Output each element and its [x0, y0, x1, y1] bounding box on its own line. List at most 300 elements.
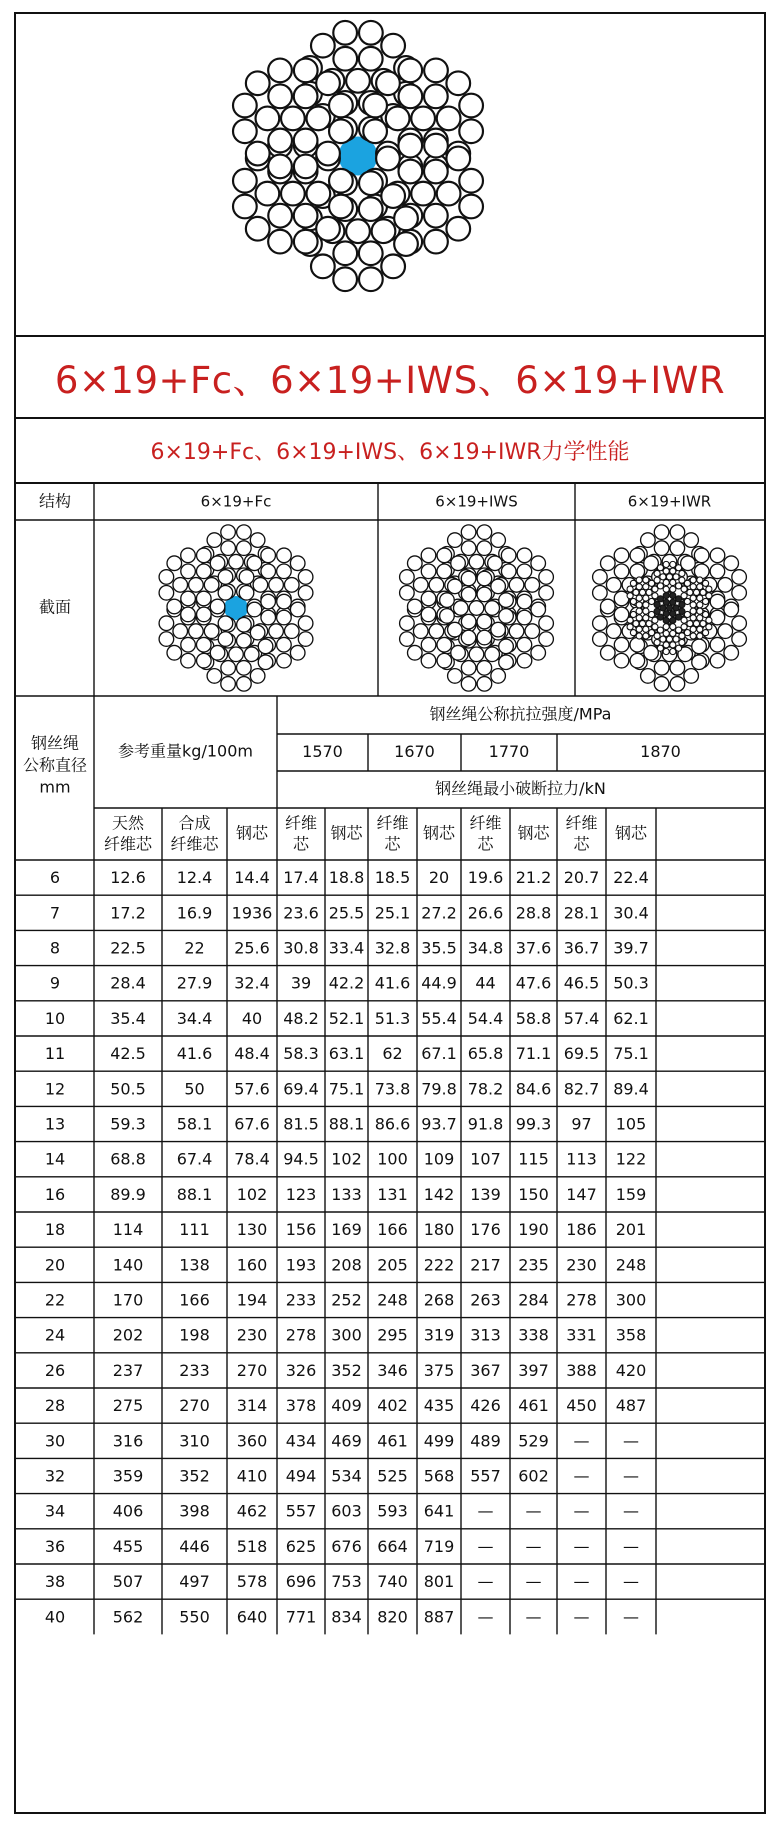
table-cell: 455 [112, 1536, 144, 1556]
table-cell: 450 [566, 1396, 597, 1416]
table-cell: 34.4 [176, 1008, 213, 1028]
table-cell: 497 [179, 1572, 210, 1592]
table-cell: 426 [470, 1396, 501, 1416]
table-cell: 375 [423, 1360, 455, 1380]
table-cell: 268 [423, 1290, 455, 1310]
table-cell: 314 [236, 1396, 268, 1416]
sub-header: 纤维 [284, 813, 318, 833]
table-cell: 142 [423, 1184, 455, 1204]
table-cell: 23.6 [283, 903, 319, 923]
table-cell: 235 [518, 1255, 549, 1275]
rope-cross-section-fc-icon [16, 14, 764, 335]
table-cell: 50.5 [110, 1079, 146, 1099]
table-cell: 359 [112, 1466, 144, 1486]
table-cell: 176 [470, 1220, 501, 1240]
table-cell: 16.9 [176, 903, 213, 923]
diameter-cell: 28 [44, 1396, 66, 1416]
table-cell: 278 [285, 1325, 317, 1345]
table-cell: 217 [470, 1255, 501, 1275]
table-cell: 35.5 [421, 938, 457, 958]
table-cell: 420 [615, 1360, 647, 1380]
table-cell: 201 [615, 1220, 647, 1240]
grade-label: 1770 [488, 742, 530, 761]
table-cell: 42.2 [328, 973, 365, 993]
table-cell: 133 [331, 1184, 362, 1204]
table-cell: — [573, 1572, 590, 1592]
table-cell: 625 [285, 1536, 317, 1556]
table-cell: 71.1 [515, 1044, 552, 1064]
table-cell: — [573, 1536, 590, 1556]
table-cell: 102 [331, 1149, 362, 1169]
table-cell: 834 [331, 1607, 362, 1627]
table-cell: 89.9 [110, 1184, 146, 1204]
table-cell: 300 [331, 1325, 362, 1345]
table-cell: 131 [377, 1184, 408, 1204]
table-cell: — [623, 1607, 639, 1627]
table-cell: — [573, 1431, 590, 1451]
table-cell: 22.5 [110, 938, 146, 958]
table-cell: 489 [470, 1431, 501, 1451]
table-cell: 180 [423, 1220, 455, 1240]
table-cell: 67.6 [234, 1114, 270, 1134]
table-cell: 319 [423, 1325, 455, 1345]
table-cell: 557 [285, 1501, 317, 1521]
table-cell: 139 [470, 1184, 501, 1204]
table-cell: 105 [615, 1114, 647, 1134]
table-cell: 65.8 [467, 1044, 504, 1064]
table-cell: 82.7 [563, 1079, 600, 1099]
table-cell: 39 [290, 973, 312, 993]
table-cell: 51.3 [374, 1008, 411, 1028]
table-cell: 156 [285, 1220, 317, 1240]
diameter-header-line1: 钢丝绳 [30, 733, 80, 753]
table-cell: 78.4 [234, 1149, 270, 1169]
table-cell: 358 [615, 1325, 647, 1345]
table-cell: 360 [236, 1431, 268, 1451]
table-cell: — [573, 1607, 590, 1627]
table-cell: 603 [331, 1501, 362, 1521]
diameter-cell: 24 [44, 1325, 66, 1345]
table-cell: 410 [236, 1466, 268, 1486]
diameter-cell: 34 [44, 1501, 66, 1521]
sub-header: 钢芯 [330, 823, 363, 843]
table-cell: 50 [184, 1079, 205, 1099]
table-cell: 270 [236, 1360, 268, 1380]
table-cell: 316 [112, 1431, 144, 1451]
rope-section-iws-icon [400, 525, 554, 691]
diameter-cell: 30 [44, 1431, 66, 1451]
table-cell: 32.4 [234, 973, 270, 993]
table-cell: 40 [241, 1008, 263, 1028]
table-cell: — [525, 1607, 542, 1627]
table-cell: 159 [615, 1184, 647, 1204]
rope-section-fc-icon [159, 525, 313, 691]
table-cell: 252 [331, 1290, 362, 1310]
table-cell: — [525, 1536, 542, 1556]
table-cell: 67.4 [176, 1149, 213, 1169]
table-cell: 28.1 [563, 903, 600, 923]
table-cell: — [623, 1536, 639, 1556]
table-cell: 801 [423, 1572, 455, 1592]
sub-header: 天然 [111, 813, 145, 833]
table-cell: 696 [285, 1572, 317, 1592]
table-cell: 190 [518, 1220, 549, 1240]
section-label: 截面 [38, 597, 72, 617]
table-cell: 28.8 [515, 903, 552, 923]
table-cell: 398 [179, 1501, 210, 1521]
table-cell: 719 [423, 1536, 455, 1556]
table-cell: 58.3 [283, 1044, 319, 1064]
table-cell: 166 [377, 1220, 408, 1240]
table-cell: 525 [377, 1466, 408, 1486]
table-cell: 69.4 [283, 1079, 319, 1099]
table-cell: 326 [285, 1360, 317, 1380]
break-force-header: 钢丝绳最小破断拉力/kN [435, 779, 606, 798]
table-cell: 12.6 [110, 868, 146, 888]
table-cell: 887 [423, 1607, 455, 1627]
table-cell: 25.5 [328, 903, 365, 923]
sub-header: 纤维 [469, 813, 502, 833]
diameter-cell: 12 [44, 1079, 66, 1099]
diameter-cell: 6 [49, 868, 61, 888]
table-cell: 378 [285, 1396, 317, 1416]
diameter-header-line2: 公称直径 [22, 755, 88, 775]
table-cell: — [525, 1501, 542, 1521]
structure-name: 6×19+IWS [435, 492, 518, 511]
diameter-header-unit: mm [39, 777, 71, 797]
table-cell: 68.8 [110, 1149, 146, 1169]
table-cell: 35.4 [110, 1008, 146, 1028]
table-cell: 562 [112, 1607, 144, 1627]
table-cell: 278 [566, 1290, 597, 1310]
table-cell: 28.4 [110, 973, 146, 993]
title-band [16, 337, 764, 419]
table-cell: 44 [475, 973, 496, 993]
table-cell: 771 [285, 1607, 317, 1627]
table-cell: 54.4 [467, 1008, 504, 1028]
table-cell: 57.6 [234, 1079, 270, 1099]
table-cell: 26.6 [467, 903, 504, 923]
diameter-cell: 16 [44, 1184, 66, 1204]
table-cell: 406 [112, 1501, 144, 1521]
table-cell: 102 [236, 1184, 268, 1204]
table-cell: 55.4 [421, 1008, 457, 1028]
table-cell: — [477, 1536, 494, 1556]
table-cell: 109 [423, 1149, 455, 1169]
sub-header: 芯 [292, 834, 310, 854]
table-cell: 205 [377, 1255, 408, 1275]
table-cell: 150 [518, 1184, 549, 1204]
table-cell: — [573, 1466, 590, 1486]
table-cell: 81.5 [283, 1114, 319, 1134]
table-cell: 676 [331, 1536, 362, 1556]
table-cell: 641 [423, 1501, 455, 1521]
table-cell: 17.4 [283, 868, 319, 888]
table-cell: — [477, 1607, 494, 1627]
table-cell: 91.8 [467, 1114, 504, 1134]
table-cell: 352 [179, 1466, 210, 1486]
sub-header: 钢芯 [517, 823, 550, 843]
diameter-cell: 36 [44, 1536, 66, 1556]
table-cell: 130 [236, 1220, 268, 1240]
table-cell: 300 [615, 1290, 647, 1310]
table-cell: 160 [236, 1255, 268, 1275]
table-cell: 248 [615, 1255, 647, 1275]
diameter-cell: 18 [44, 1220, 66, 1240]
table-cell: 469 [331, 1431, 362, 1451]
table-cell: 284 [518, 1290, 549, 1310]
table-cell: 275 [112, 1396, 144, 1416]
table-cell: 640 [236, 1607, 268, 1627]
sub-header: 纤维 [565, 813, 598, 833]
sub-header: 芯 [384, 834, 401, 854]
table-cell: — [623, 1431, 639, 1451]
table-cell: 21.2 [515, 868, 552, 888]
table-cell: 42.5 [110, 1044, 146, 1064]
table-cell: 434 [285, 1431, 317, 1451]
diameter-cell: 22 [44, 1290, 66, 1310]
table-cell: 397 [518, 1360, 549, 1380]
table-cell: 100 [377, 1149, 408, 1169]
table-cell: 166 [179, 1290, 210, 1310]
table-cell: 25.1 [374, 903, 411, 923]
diameter-cell: 14 [44, 1149, 66, 1169]
table-cell: 20 [428, 868, 450, 888]
table-cell: 602 [518, 1466, 549, 1486]
table-cell: 237 [112, 1360, 144, 1380]
table-cell: — [477, 1572, 494, 1592]
grade-label: 1870 [640, 742, 681, 761]
table-cell: 194 [236, 1290, 268, 1310]
table-cell: 138 [179, 1255, 210, 1275]
strength-header: 钢丝绳公称抗拉强度/MPa [429, 704, 612, 724]
table-cell: 147 [566, 1184, 597, 1204]
table-cell: 22 [184, 938, 205, 958]
table-cell: 69.5 [563, 1044, 600, 1064]
page-frame [14, 12, 766, 1814]
table-cell: 48.4 [234, 1044, 270, 1064]
table-cell: 198 [179, 1325, 210, 1345]
table-cell: 461 [518, 1396, 549, 1416]
table-cell: 88.1 [176, 1184, 213, 1204]
table-cell: 664 [377, 1536, 408, 1556]
table-cell: 534 [331, 1466, 362, 1486]
table-cell: 140 [112, 1255, 144, 1275]
table-cell: 41.6 [374, 973, 411, 993]
table-cell: 97 [571, 1114, 592, 1134]
diameter-cell: 20 [44, 1255, 66, 1275]
table-cell: 310 [179, 1431, 210, 1451]
diameter-cell: 40 [44, 1607, 66, 1627]
table-cell: 30.8 [283, 938, 319, 958]
table-cell: 57.4 [563, 1008, 600, 1028]
table-cell: 169 [331, 1220, 362, 1240]
table-cell: 446 [179, 1536, 210, 1556]
table-cell: 44.9 [421, 973, 457, 993]
table-cell: 1936 [231, 903, 273, 923]
table-cell: 494 [285, 1466, 317, 1486]
table-cell: 331 [566, 1325, 597, 1345]
table-cell: 367 [470, 1360, 501, 1380]
table-cell: 47.6 [515, 973, 552, 993]
table-cell: — [623, 1572, 639, 1592]
table-cell: — [623, 1466, 639, 1486]
sub-header: 纤维芯 [103, 834, 153, 854]
diameter-cell: 10 [44, 1008, 66, 1028]
table-cell: 107 [470, 1149, 501, 1169]
diameter-cell: 11 [44, 1044, 66, 1064]
table-cell: 17.2 [110, 903, 146, 923]
sub-header: 芯 [573, 834, 590, 854]
table-cell: 753 [331, 1572, 362, 1592]
table-cell: 593 [377, 1501, 408, 1521]
sub-header: 钢芯 [422, 823, 456, 843]
table-cell: 39.7 [613, 938, 649, 958]
hero-rope-drawing [233, 21, 483, 291]
diameter-cell: 9 [49, 973, 61, 993]
table-cell: 578 [236, 1572, 268, 1592]
table-cell: 435 [423, 1396, 455, 1416]
table-cell: 32.8 [374, 938, 411, 958]
table-cell: — [477, 1501, 494, 1521]
table-cell: 84.6 [515, 1079, 552, 1099]
diameter-cell: 8 [49, 938, 61, 958]
table-cell: 233 [285, 1290, 317, 1310]
table-cell: 79.8 [421, 1079, 457, 1099]
sub-header: 纤维芯 [170, 834, 219, 854]
table-cell: 27.2 [421, 903, 457, 923]
sub-header: 纤维 [376, 813, 409, 833]
table-cell: 89.4 [613, 1079, 649, 1099]
table-cell: 18.5 [374, 868, 411, 888]
table-cell: 88.1 [328, 1114, 365, 1134]
diameter-cell: 13 [44, 1114, 66, 1134]
table-cell: 111 [179, 1220, 210, 1240]
sub-header: 钢芯 [614, 823, 648, 843]
table-cell: 114 [112, 1220, 144, 1240]
table-cell: 94.5 [283, 1149, 319, 1169]
table-cell: 12.4 [176, 868, 213, 888]
table-cell: 36.7 [563, 938, 600, 958]
hero-panel [16, 14, 764, 337]
table-cell: 115 [518, 1149, 549, 1169]
table-cell: 34.8 [467, 938, 504, 958]
rope-section-iwr-icon [593, 525, 747, 691]
table-cell: 230 [566, 1255, 597, 1275]
subtitle-band [16, 419, 764, 484]
structure-name: 6×19+Fc [200, 492, 272, 511]
table-cell: 73.8 [374, 1079, 411, 1099]
grade-label: 1670 [394, 742, 435, 761]
table-cell: 33.4 [328, 938, 365, 958]
table-cell: 50.3 [613, 973, 649, 993]
table-cell: 550 [179, 1607, 210, 1627]
table-cell: 75.1 [328, 1079, 365, 1099]
table-cell: 62.1 [613, 1008, 649, 1028]
table-cell: 41.6 [176, 1044, 213, 1064]
table-cell: 233 [179, 1360, 210, 1380]
table-cell: 67.1 [421, 1044, 457, 1064]
table-cell: 461 [377, 1431, 408, 1451]
table-cell: 529 [518, 1431, 549, 1451]
table-cell: 30.4 [613, 903, 649, 923]
table-cell: 313 [470, 1325, 501, 1345]
sub-header: 合成 [178, 813, 211, 833]
table-cell: 25.6 [234, 938, 270, 958]
table-cell: — [623, 1501, 639, 1521]
table-cell: 123 [285, 1184, 317, 1204]
diameter-cell: 32 [44, 1466, 66, 1486]
table-cell: 295 [377, 1325, 408, 1345]
table-cell: 507 [112, 1572, 144, 1592]
table-cell: 202 [112, 1325, 144, 1345]
table-cell: 352 [331, 1360, 362, 1380]
table-cell: 86.6 [374, 1114, 411, 1134]
table-cell: 568 [423, 1466, 455, 1486]
table-cell: 170 [112, 1290, 144, 1310]
table-cell: 248 [377, 1290, 408, 1310]
table-cell: 75.1 [613, 1044, 649, 1064]
table-cell: 186 [566, 1220, 597, 1240]
weight-header: 参考重量kg/100m [118, 741, 253, 761]
table-cell: 78.2 [467, 1079, 504, 1099]
table-cell: 518 [236, 1536, 268, 1556]
table-cell: 820 [377, 1607, 408, 1627]
table-cell: 62 [382, 1044, 403, 1064]
structure-name: 6×19+IWR [627, 492, 712, 511]
table-cell: — [573, 1501, 590, 1521]
diameter-cell: 26 [44, 1360, 66, 1380]
table-cell: 270 [179, 1396, 210, 1416]
table-cell: 338 [518, 1325, 549, 1345]
table-cell: 58.8 [515, 1008, 552, 1028]
table-cell: 63.1 [328, 1044, 365, 1064]
diameter-cell: 7 [49, 903, 61, 923]
sub-header: 钢芯 [235, 823, 269, 843]
table-cell: 37.6 [515, 938, 552, 958]
table-cell: 19.6 [467, 868, 504, 888]
table-cell: 27.9 [176, 973, 213, 993]
table-cell: 99.3 [515, 1114, 552, 1134]
page-title: 6×19+Fc、6×19+IWS、6×19+IWR [54, 359, 726, 402]
table-cell: 487 [615, 1396, 647, 1416]
table-cell: 409 [331, 1396, 362, 1416]
table-cell: 230 [236, 1325, 268, 1345]
table-cell: 122 [615, 1149, 647, 1169]
page-subtitle: 6×19+Fc、6×19+IWS、6×19+IWR力学性能 [150, 440, 630, 465]
table-cell: 402 [377, 1396, 408, 1416]
table-cell: — [525, 1572, 542, 1592]
table-cell: 14.4 [234, 868, 270, 888]
table-cell: 208 [331, 1255, 362, 1275]
table-cell: 22.4 [613, 868, 649, 888]
table-cell: 46.5 [563, 973, 600, 993]
table-cell: 18.8 [328, 868, 365, 888]
sub-header: 芯 [477, 834, 494, 854]
table-cell: 462 [236, 1501, 268, 1521]
table-cell: 113 [566, 1149, 597, 1169]
table-cell: 193 [285, 1255, 317, 1275]
table-cell: 93.7 [421, 1114, 457, 1134]
table-cell: 59.3 [110, 1114, 146, 1134]
table-cell: 222 [423, 1255, 455, 1275]
table-cell: 263 [470, 1290, 501, 1310]
table-cell: 48.2 [283, 1008, 319, 1028]
table-cell: 499 [423, 1431, 455, 1451]
diameter-cell: 38 [44, 1572, 66, 1592]
table-cell: 52.1 [328, 1008, 365, 1028]
table-cell: 20.7 [563, 868, 600, 888]
